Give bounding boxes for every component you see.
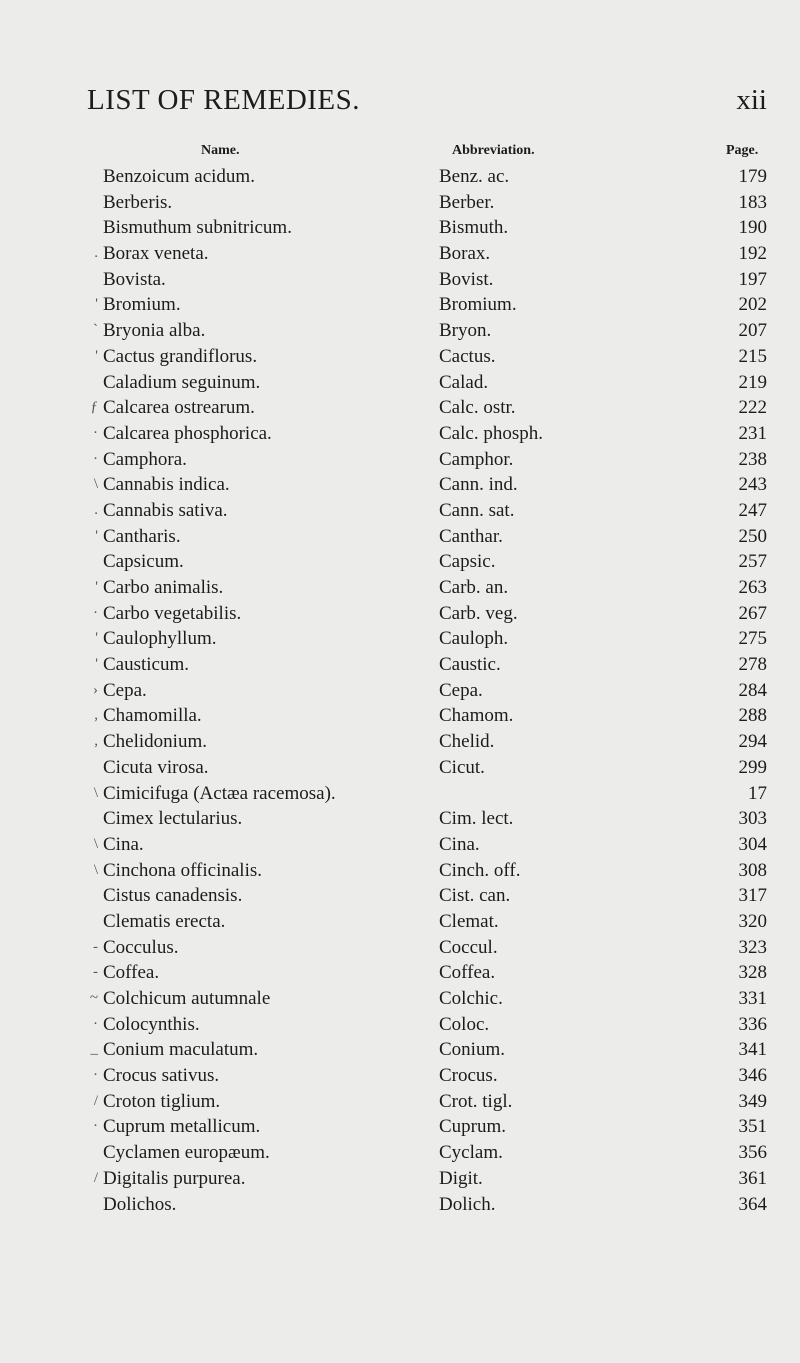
remedy-abbreviation: Borax. (439, 243, 491, 265)
table-row (0, 832, 800, 858)
table-row (0, 421, 800, 447)
remedy-abbreviation: Bismuth. (439, 217, 509, 239)
table-row (0, 729, 800, 755)
column-header-name: Name. (201, 143, 240, 158)
remedy-name: Benzoicum acidum. (103, 166, 255, 187)
remedy-page: 215 (738, 345, 767, 367)
remedy-name: Bromium. (103, 294, 181, 316)
table-row (0, 241, 800, 267)
table-row (0, 935, 800, 961)
column-header-abbreviation: Abbreviation. (452, 143, 535, 158)
remedy-page: 294 (738, 731, 767, 753)
table-row (0, 215, 800, 241)
remedy-page: 284 (738, 679, 767, 701)
margin-mark: \ (93, 861, 98, 878)
margin-mark: ' (95, 656, 98, 673)
remedy-abbreviation: Crocus. (439, 1065, 498, 1087)
remedy-abbreviation: Bovist. (439, 268, 494, 290)
remedy-page: 331 (738, 988, 767, 1009)
remedy-name: Bismuthum subnitricum. (103, 217, 292, 239)
table-row (0, 344, 800, 370)
remedy-page: 238 (738, 448, 767, 470)
remedy-abbreviation: Coffea. (439, 962, 496, 984)
remedy-abbreviation: Cuprum. (439, 1116, 507, 1138)
remedy-name: Carbo vegetabilis. (103, 602, 242, 624)
remedy-abbreviation: Cyclam. (439, 1142, 503, 1164)
remedy-abbreviation: Carb. veg. (439, 602, 518, 624)
remedy-abbreviation: Cauloph. (439, 628, 509, 650)
remedy-abbreviation: Caustic. (439, 654, 501, 676)
remedy-name: Cyclamen europæum. (103, 1142, 270, 1164)
margin-mark: , (94, 707, 98, 724)
table-row (0, 858, 800, 884)
remedy-abbreviation: Chamom. (439, 705, 514, 727)
remedy-name: Cannabis sativa. (103, 499, 228, 521)
margin-mark: ' (95, 579, 98, 595)
table-row (0, 678, 800, 704)
remedy-name: Digitalis purpurea. (103, 1167, 246, 1189)
remedy-page: 356 (738, 1142, 767, 1164)
margin-mark: \ (93, 835, 98, 852)
remedy-name: Dolichos. (103, 1193, 177, 1215)
table-row (0, 1037, 800, 1063)
remedy-page: 183 (738, 191, 767, 213)
table-row (0, 909, 800, 935)
remedy-abbreviation: Cim. lect. (439, 808, 514, 830)
remedy-name: Berberis. (103, 191, 173, 213)
margin-mark: · (93, 424, 98, 441)
table-row (0, 318, 800, 344)
remedy-page: 278 (738, 654, 767, 676)
remedy-abbreviation: Calc. phosph. (439, 422, 543, 444)
remedy-abbreviation: Calad. (439, 371, 489, 393)
remedy-name: Causticum. (103, 654, 190, 676)
remedy-name: Coffea. (103, 962, 160, 984)
remedy-name: Cuprum metallicum. (103, 1116, 261, 1138)
remedy-abbreviation: Canthar. (439, 525, 503, 547)
remedy-page: 179 (738, 166, 767, 187)
remedy-page: 17 (748, 782, 767, 804)
remedy-name: Colchicum autumnale (103, 988, 271, 1009)
margin-mark: · (93, 1015, 98, 1032)
remedy-abbreviation: Capsic. (439, 551, 496, 573)
table-row (0, 703, 800, 729)
remedy-abbreviation: Coloc. (439, 1013, 490, 1035)
remedy-page: 288 (738, 705, 767, 727)
margin-mark: - (93, 964, 98, 981)
remedy-page: 364 (738, 1193, 767, 1215)
table-row (0, 1166, 800, 1192)
remedy-name: Cimex lectularius. (103, 808, 243, 830)
remedy-name: Carbo animalis. (103, 577, 224, 598)
margin-mark: _ (90, 1041, 98, 1058)
margin-mark: - (93, 938, 98, 955)
remedy-page: 299 (738, 756, 767, 778)
remedy-name: Colocynthis. (103, 1013, 200, 1035)
margin-mark: ' (95, 527, 98, 544)
remedy-abbreviation: Cinch. off. (439, 859, 521, 881)
margin-mark: ' (95, 296, 98, 313)
margin-mark: ` (93, 322, 98, 339)
remedy-table (0, 164, 800, 1217)
remedy-page: 317 (738, 885, 767, 907)
remedy-name: Caulophyllum. (103, 628, 217, 650)
margin-mark: ~ (89, 990, 98, 1006)
remedy-page: 341 (738, 1039, 767, 1061)
remedy-abbreviation: Camphor. (439, 448, 514, 470)
remedy-name: Conium maculatum. (103, 1039, 259, 1061)
margin-mark: , (94, 733, 98, 750)
remedy-name: Cistus canadensis. (103, 885, 243, 907)
remedy-name: Chelidonium. (103, 731, 207, 753)
remedy-abbreviation: Benz. ac. (439, 166, 510, 187)
table-row (0, 1012, 800, 1038)
remedy-name: Borax veneta. (103, 243, 209, 265)
table-row (0, 883, 800, 909)
remedy-abbreviation: Dolich. (439, 1193, 496, 1215)
remedy-name: Cepa. (103, 679, 147, 701)
remedy-page: 275 (738, 628, 767, 650)
remedy-page: 320 (738, 910, 767, 932)
remedy-name: Camphora. (103, 448, 187, 470)
remedy-abbreviation: Cicut. (439, 756, 485, 778)
remedy-abbreviation: Cepa. (439, 679, 483, 701)
remedy-page: 346 (738, 1065, 767, 1087)
remedy-page: 222 (738, 397, 767, 419)
table-row (0, 1114, 800, 1140)
margin-mark: ƒ (90, 399, 98, 416)
remedy-page: 328 (738, 962, 767, 984)
remedy-abbreviation: Calc. ostr. (439, 397, 516, 419)
table-row (0, 652, 800, 678)
table-row (0, 549, 800, 575)
margin-mark: \ (93, 476, 98, 493)
page-title: LIST OF REMEDIES. (87, 84, 361, 116)
remedy-name: Caladium seguinum. (103, 371, 261, 393)
margin-mark: \ (93, 784, 98, 801)
remedy-abbreviation: Chelid. (439, 731, 495, 753)
remedy-name: Calcarea phosphorica. (103, 422, 272, 444)
remedy-abbreviation: Crot. tigl. (439, 1090, 513, 1112)
remedy-page: 192 (738, 243, 767, 265)
remedy-name: Chamomilla. (103, 705, 202, 727)
remedy-abbreviation: Cann. sat. (439, 499, 515, 521)
remedy-name: Cannabis indica. (103, 474, 230, 496)
page-number: xii (736, 84, 767, 116)
table-row (0, 472, 800, 498)
table-row (0, 498, 800, 524)
remedy-abbreviation: Coccul. (439, 936, 498, 958)
table-row (0, 1089, 800, 1115)
remedy-name: Bovista. (103, 268, 166, 290)
remedy-name: Cina. (103, 833, 144, 855)
table-row (0, 781, 800, 807)
margin-mark: · (93, 604, 98, 621)
remedy-abbreviation: Clemat. (439, 910, 499, 932)
table-row (0, 575, 800, 601)
remedy-page: 304 (738, 833, 767, 855)
table-row (0, 755, 800, 781)
table-row (0, 524, 800, 550)
remedy-page: 349 (738, 1090, 767, 1112)
remedy-abbreviation: Cist. can. (439, 885, 511, 907)
remedy-name: Cimicifuga (Actæa racemosa). (103, 782, 336, 804)
remedy-name: Cactus grandiflorus. (103, 345, 258, 367)
remedy-abbreviation: Conium. (439, 1039, 505, 1061)
margin-mark: ' (95, 347, 98, 364)
remedy-page: 243 (738, 474, 767, 496)
remedy-abbreviation: Colchic. (439, 988, 503, 1009)
remedy-name: Clematis erecta. (103, 910, 226, 932)
remedy-name: Cocculus. (103, 936, 179, 958)
margin-mark: · (93, 450, 98, 467)
remedy-abbreviation: Cina. (439, 833, 480, 855)
table-row (0, 395, 800, 421)
remedy-abbreviation: Bryon. (439, 320, 492, 342)
table-row (0, 626, 800, 652)
table-row (0, 986, 800, 1012)
table-row (0, 806, 800, 832)
remedy-page: 303 (738, 808, 767, 830)
remedy-abbreviation: Cann. ind. (439, 474, 518, 496)
remedy-page: 202 (738, 294, 767, 316)
remedy-page: 263 (738, 577, 767, 598)
remedy-page: 267 (738, 602, 767, 624)
remedy-abbreviation: Carb. an. (439, 577, 509, 598)
margin-mark: / (93, 1169, 98, 1186)
remedy-name: Capsicum. (103, 551, 184, 573)
table-row (0, 190, 800, 216)
table-row (0, 292, 800, 318)
table-row (0, 1063, 800, 1089)
remedy-name: Calcarea ostrearum. (103, 397, 255, 419)
remedy-page: 323 (738, 936, 767, 958)
remedy-page: 336 (738, 1013, 767, 1035)
margin-mark: . (94, 245, 98, 262)
remedy-page: 207 (738, 320, 767, 342)
remedy-page: 257 (738, 551, 767, 573)
table-row (0, 164, 800, 190)
table-row (0, 960, 800, 986)
table-row (0, 370, 800, 396)
margin-mark: / (93, 1092, 98, 1109)
margin-mark: . (94, 501, 98, 518)
remedy-name: Croton tiglium. (103, 1090, 221, 1112)
remedy-page: 231 (738, 422, 767, 444)
table-row (0, 1140, 800, 1166)
margin-mark: ' (95, 630, 98, 647)
remedy-page: 351 (738, 1116, 767, 1138)
remedy-abbreviation: Bromium. (439, 294, 517, 316)
remedy-name: Crocus sativus. (103, 1065, 220, 1087)
remedy-page: 190 (738, 217, 767, 239)
table-row (0, 601, 800, 627)
table-row (0, 447, 800, 473)
table-row (0, 1192, 800, 1218)
remedy-name: Bryonia alba. (103, 320, 206, 342)
running-head (87, 84, 767, 124)
remedy-page: 197 (738, 268, 767, 290)
remedy-page: 250 (738, 525, 767, 547)
column-header-page: Page. (726, 143, 759, 158)
margin-mark: › (93, 681, 98, 698)
remedy-page: 219 (738, 371, 767, 393)
remedy-name: Cicuta virosa. (103, 756, 209, 778)
margin-mark: · (93, 1118, 98, 1135)
remedy-abbreviation: Cactus. (439, 345, 496, 367)
remedy-page: 247 (738, 499, 767, 521)
remedy-name: Cinchona officinalis. (103, 859, 263, 881)
remedy-page: 361 (738, 1167, 767, 1189)
remedy-name: Cantharis. (103, 525, 181, 547)
remedy-abbreviation: Digit. (439, 1167, 483, 1189)
margin-mark: · (93, 1067, 98, 1084)
remedy-abbreviation: Berber. (439, 191, 495, 213)
remedy-page: 308 (738, 859, 767, 881)
table-row (0, 267, 800, 293)
